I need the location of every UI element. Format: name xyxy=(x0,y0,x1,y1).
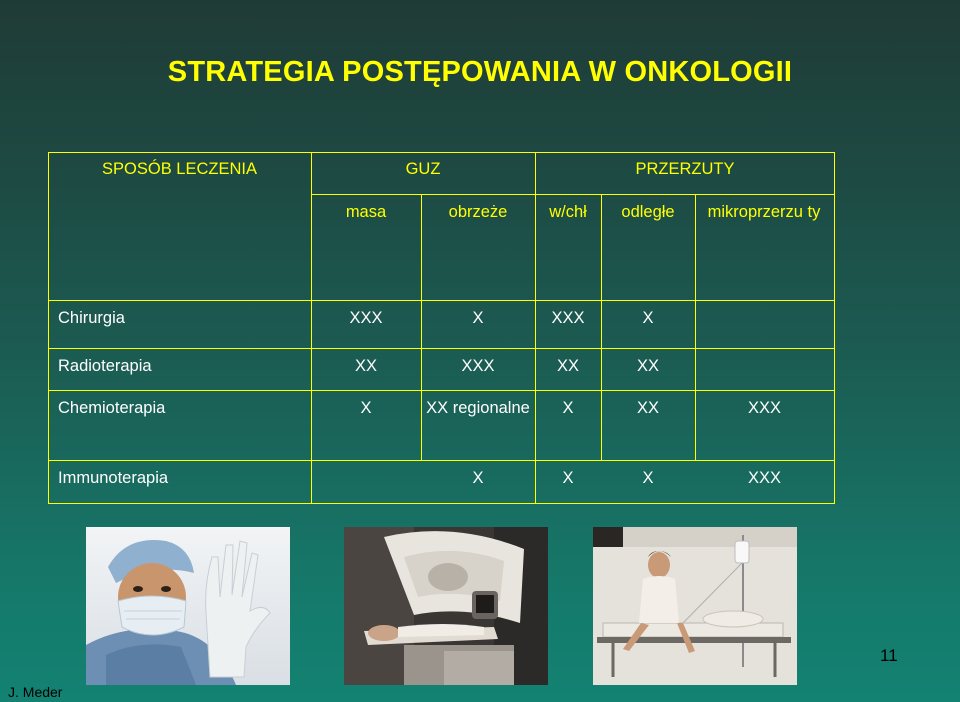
header-method: SPOSÓB LECZENIA xyxy=(102,160,257,178)
cell-radio-distant: XX xyxy=(636,357,659,375)
row-method-surgery: Chirurgia xyxy=(58,309,125,327)
header-metastases: PRZERZUTY xyxy=(635,160,735,178)
subheader-distant: odległe xyxy=(621,203,675,221)
cell-immuno-micro: XXX xyxy=(747,469,782,487)
cell-chemo-distant: XX xyxy=(636,399,659,417)
cell-radio-mass: XX xyxy=(354,357,377,375)
subheader-lymph: w/chł xyxy=(549,203,587,221)
cell-chemo-lymph: X xyxy=(562,399,574,417)
subheader-micrometastases: mikroprzerzu ty xyxy=(707,203,821,221)
cell-surgery-distant: X xyxy=(642,309,654,327)
treatment-table xyxy=(48,152,835,504)
row-method-radiotherapy: Radioterapia xyxy=(58,357,152,375)
page-number: 11 xyxy=(880,646,898,665)
row-method-immunotherapy: Immunoterapia xyxy=(58,469,169,487)
cell-surgery-mass: XXX xyxy=(349,309,383,327)
chemotherapy-patient-photo xyxy=(593,527,797,685)
cell-chemo-mass: X xyxy=(360,399,372,417)
cell-immuno-lymph: X xyxy=(562,469,574,487)
slide-title: STRATEGIA POSTĘPOWANIA W ONKOLOGII xyxy=(167,56,793,88)
cell-chemo-margin: XX regionalne xyxy=(426,399,530,417)
cell-immuno-distant: X xyxy=(642,469,654,487)
cell-chemo-micro: XXX xyxy=(747,399,782,417)
cell-immuno-margin: X xyxy=(472,469,484,487)
author-credit: J. Meder xyxy=(8,684,63,700)
row-method-chemotherapy: Chemioterapia xyxy=(58,399,166,417)
subheader-mass: masa xyxy=(345,203,387,221)
header-tumor: GUZ xyxy=(405,160,441,178)
cell-surgery-margin: X xyxy=(472,309,484,327)
cell-radio-lymph: XX xyxy=(556,357,579,375)
cell-radio-margin: XXX xyxy=(461,357,495,375)
subheader-margin: obrzeże xyxy=(448,203,508,221)
cell-surgery-lymph: XXX xyxy=(551,309,585,327)
radiotherapy-machine-photo xyxy=(344,527,548,685)
surgeon-photo xyxy=(86,527,290,685)
